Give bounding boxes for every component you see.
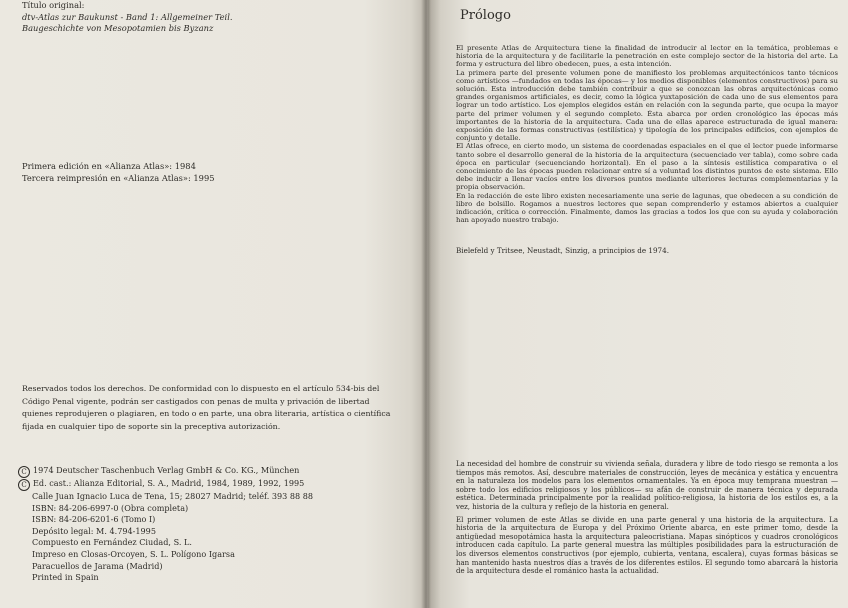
- prologue-paragraph: En la redacción de este libro existen necesariamente una serie de lagunas, que obedecen a su condición de libro de bolsillo. Rogamos a nuestros lectores que sepan comprenderlo y estamos abiertos a cualquier indicación, crítica o corrección. Finalmente, damos las gracias a todos los que con su ayuda y colaboración han apoyado nuestro trabajo.: [456, 191, 838, 225]
- rights-line: quienes reprodujeren o plagiaren, en todo o en parte, una obra literaria, artística o científica: [22, 409, 391, 418]
- prologue-text: [456, 44, 838, 224]
- original-title-block: [22, 0, 262, 35]
- imprint-block: [18, 465, 348, 584]
- legal-deposit: Depósito legal: M. 4.794-1995: [32, 525, 156, 536]
- rights-line: Reservados todos los derechos. De conformidad con lo dispuesto en el artículo 534-bis del: [22, 384, 380, 393]
- back-paragraph: El primer volumen de este Atlas se divide en una parte general y una historia de la arquitectura. La historia de la arquitectura de Europa y del Próximo Oriente abarca, en este primer tomo, desde la antigüedad mesopotámica hasta la arquitectura paleocristiana. Mapas sinópticos y cuadros cronológicos introducen cada capítulo. La parte general muestra las múltiples posibilidades para la estructuración de los diversos elementos constructivos (por ejemplo, cubierta, ventana, escalera), cuyas formas básicas se han mantenido hasta nuestros días a través de los diferentes estilos. El segundo tomo abarcará la historia de la arquitectura desde el románico hasta la actualidad.: [456, 515, 838, 576]
- rights-line: Código Penal vigente, podrán ser castigados con penas de multa y privación de libertad: [22, 396, 370, 406]
- copyright-line: C Ed. cast.: Alianza Editorial, S. A., Madrid, 1984, 1989, 1992, 1995: [18, 478, 348, 491]
- copyright-icon: C: [18, 466, 30, 478]
- page-title: Prólogo: [460, 8, 511, 23]
- printed-in: Printed in Spain: [32, 572, 99, 583]
- isbn-line: ISBN: 84-206-6201-6 (Tomo I): [32, 514, 156, 525]
- book-gutter: [421, 0, 431, 608]
- isbn-line: ISBN: 84-206-6997-0 (Obra completa): [32, 502, 189, 513]
- printing-line: Impreso en Closas-Orcoyen, S. L. Polígono Igarsa: [32, 548, 235, 559]
- printing-line: Compuesto en Fernández Ciudad, S. L.: [32, 537, 192, 548]
- right-page: [428, 0, 848, 608]
- original-title-series: dtv-Atlas zur Baukunst - Band 1: Allgemeiner Teil.: [22, 11, 233, 22]
- back-text: [456, 460, 838, 580]
- prologue-paragraph: La primera parte del presente volumen pone de manifiesto los problemas arquitectónicos tanto técnicos como artísticos —fundados en todas las épocas— y los medios disponibles (elementos constructivos) para su solución. Esta introducción debe también contribuir a que se conozcan las obras arquitectónicas como grandes organismos artificiales, es decir, como la lógica yuxtaposición de cada uno de sus elementos para lograr un todo artístico. Los ejemplos elegidos están en relación con la segunda parte, que ocupa la mayor parte del primer volumen y el segundo completo. Ésta abarca por orden cronológico las épocas más importantes de la historia de la arquitectura. Cada una de ellas aparece estructurada de igual manera: exposición de las formas constructivas (estilística) y tipología de los principales edificios, con ejemplos de conjunto y detalle.: [456, 68, 838, 143]
- rights-line: fijada en cualquier tipo de soporte sin la preceptiva autorización.: [22, 421, 281, 431]
- printing-line: Paracuellos de Jarama (Madrid): [32, 560, 163, 571]
- editions-block: [22, 161, 322, 184]
- original-title-subtitle: Baugeschichte von Mesopotamien bis Byzanz: [22, 23, 214, 33]
- prologue-paragraph: El presente Atlas de Arquitectura tiene la finalidad de introducir al lector en la temática, problemas e historia de la arquitectura y de facilitarle la penetración en este complejo sector de la historia del arte. La forma y estructura del libro obedecen, pues, a esta intención.: [456, 44, 838, 69]
- prologue-signature: Bielefeld y Tritsee, Neustadt, Sinzig, a principios de 1974.: [456, 246, 669, 255]
- copyright-icon: C: [18, 479, 30, 491]
- original-title-label: Título original:: [22, 0, 85, 10]
- back-paragraph: La necesidad del hombre de construir su vivienda señala, duradera y libre de todo riesgo se remonta a los tiempos más remotos. Así, descubre materiales de construcción, leyes de mecánica y estática y encuentra en la naturaleza los modelos para los elementos ornamentales. Ya en época muy temprana muestran —sobre todo los edificios religiosos y los públicos— su afán de construir de manera técnica y depurada estética. Determinada principalmente por la realidad político-religiosa, la historia de los estilos es, a la vez, historia de la cultura y reflejo de la historia en general.: [456, 460, 838, 511]
- edition-line: Primera edición en «Alianza Atlas»: 1984: [22, 161, 196, 171]
- publisher-address: Calle Juan Ignacio Luca de Tena, 15; 28027 Madrid; teléf. 393 88 88: [32, 491, 314, 501]
- edition-line: Tercera reimpresión en «Alianza Atlas»: 1995: [22, 172, 215, 183]
- copyright-line: C 1974 Deutscher Taschenbuch Verlag GmbH & Co. KG., München: [18, 465, 348, 478]
- prologue-paragraph: El Atlas ofrece, en cierto modo, un sistema de coordenadas espaciales en el que el lector puede informarse tanto sobre el desarrollo general de la historia de la arquitectura (secuenciado ver tabla), como sobre cada época en particular (secuenciando horizontal). En el paso a la síntesis estilística comparativa o el conocimiento de las épocas pueden relacionar entre sí a voluntad los distintos puntos de este sistema. Ello debe inducir a llenar vacíos entre los diversos puntos mediante ulteriores lecturas complementarias y la propia observación.: [456, 142, 838, 192]
- rights-notice: [22, 383, 391, 433]
